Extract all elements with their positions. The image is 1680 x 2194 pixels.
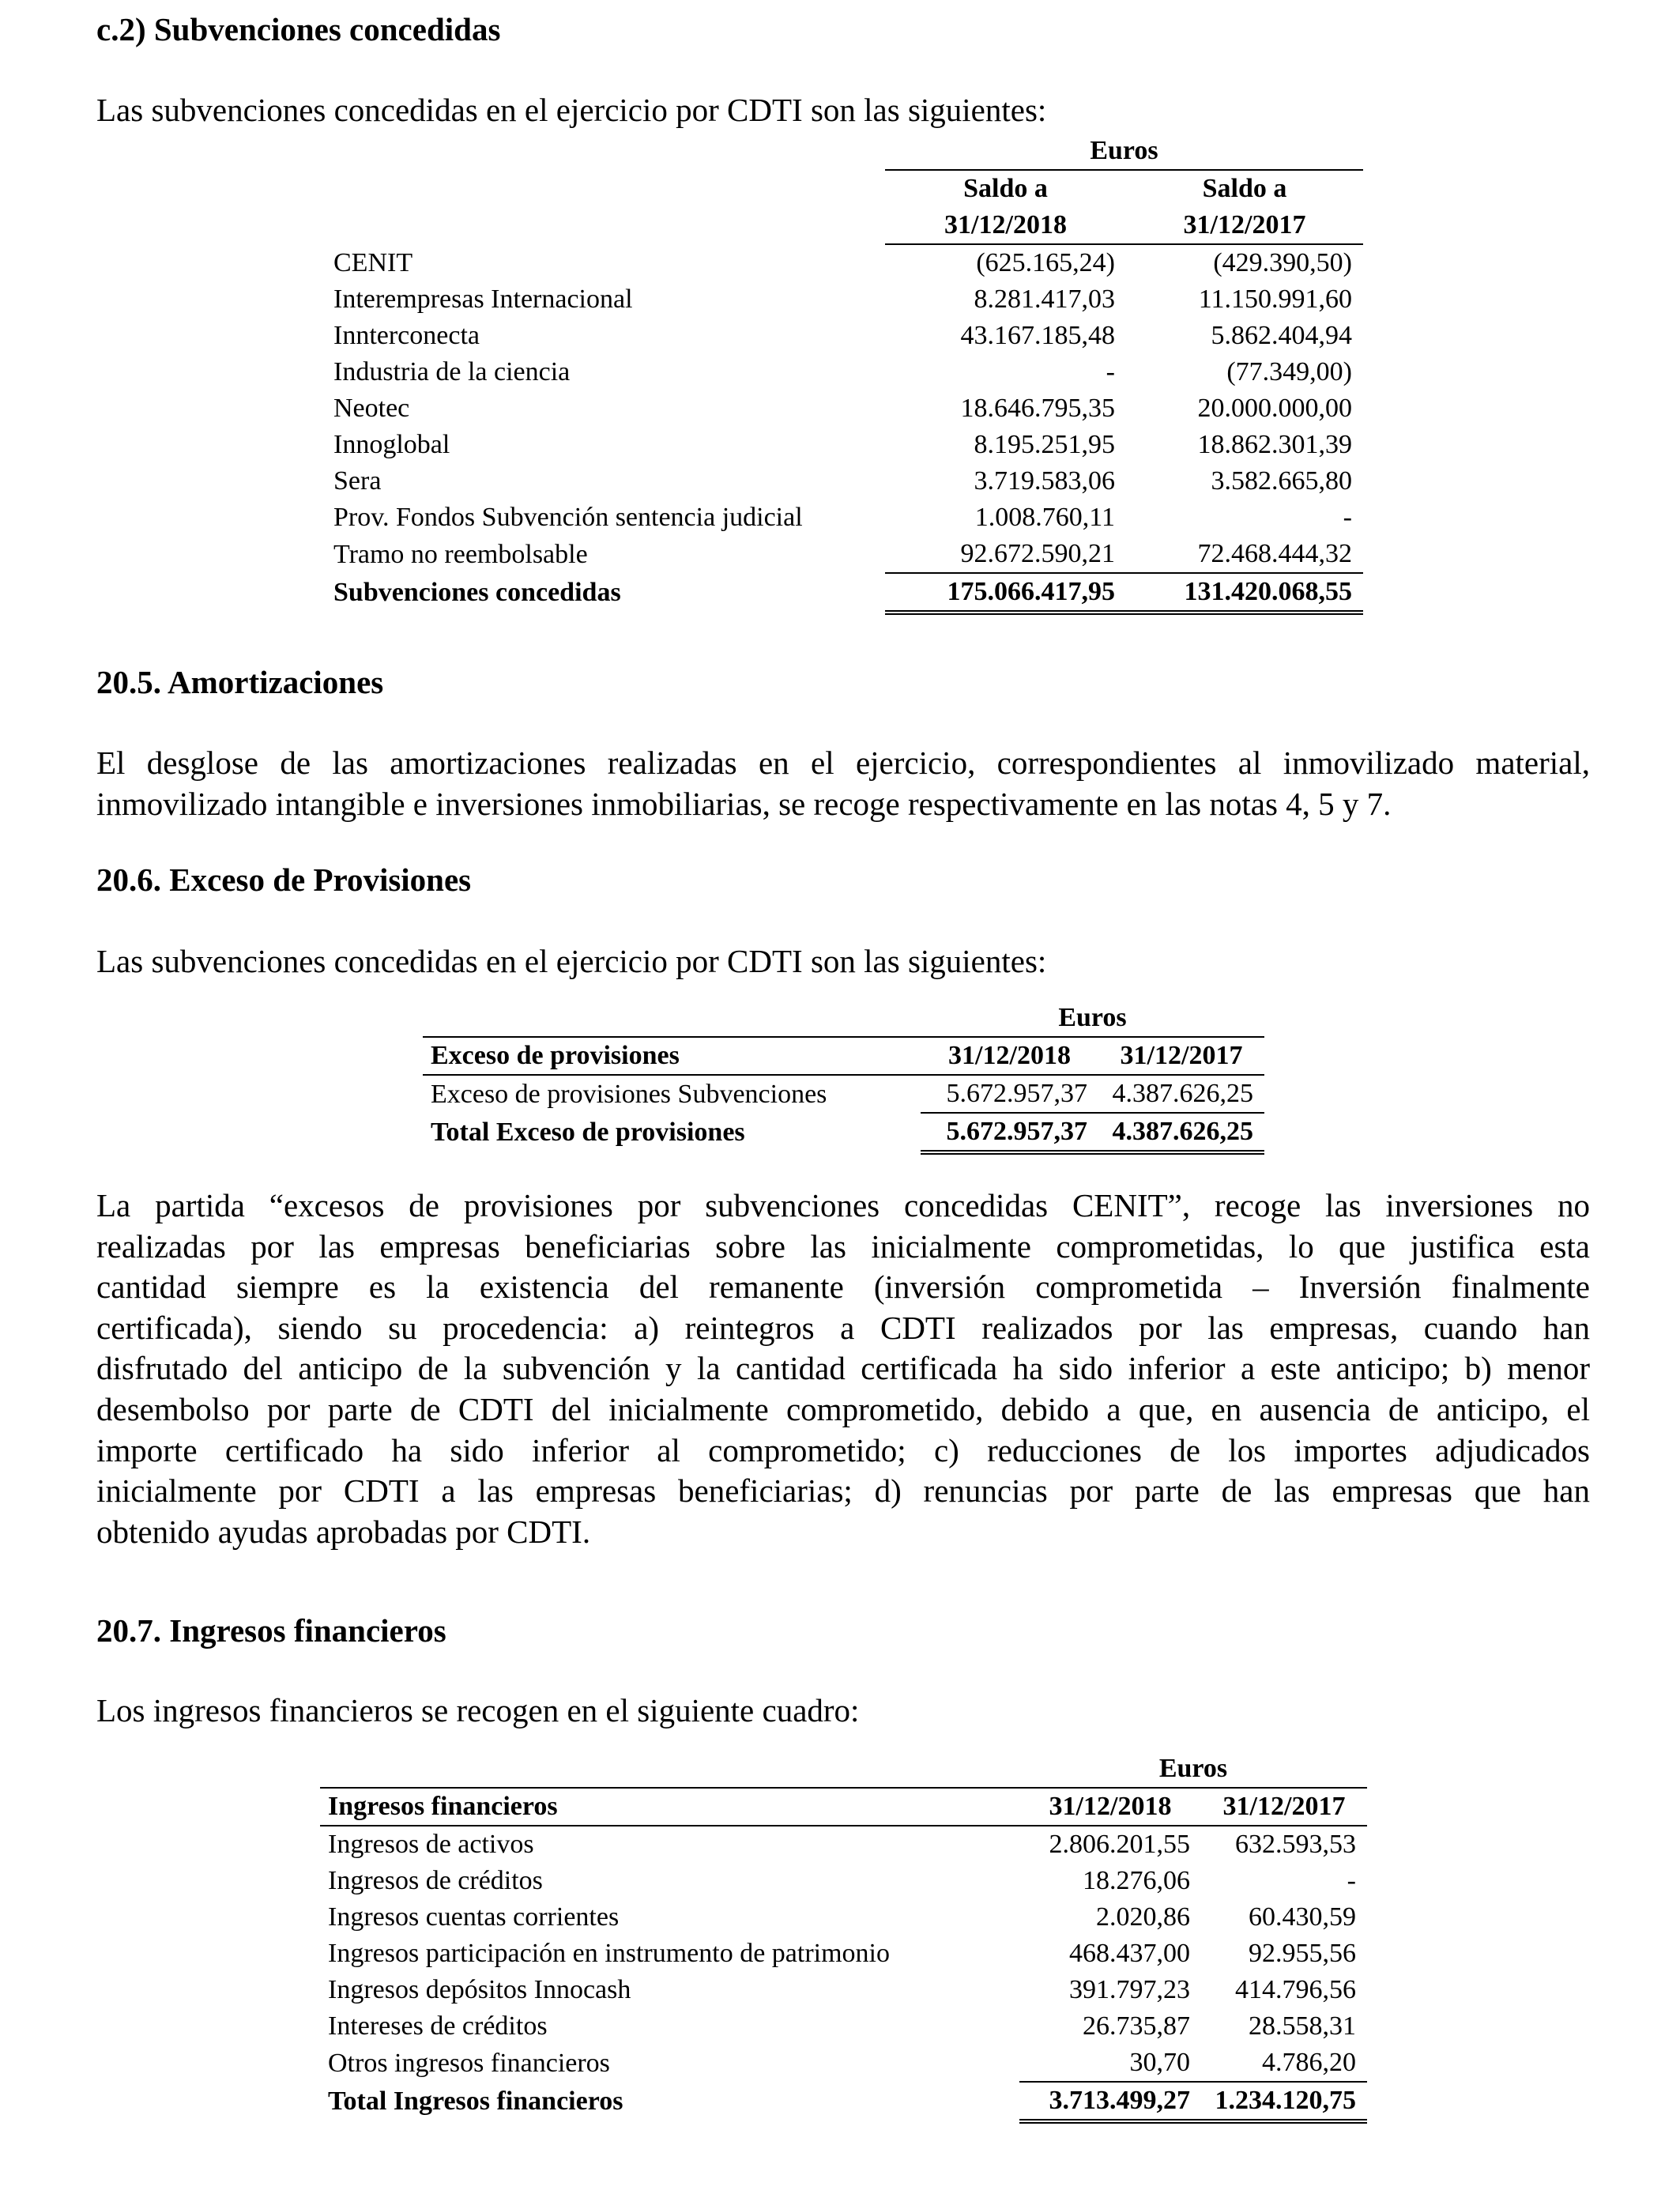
table-body — [320, 1826, 1367, 2082]
value-2018: 8.281.417,03 — [974, 285, 1115, 314]
table-row — [333, 318, 1363, 354]
row-label: Exceso de provisiones Subvenciones — [431, 1079, 827, 1109]
table-row — [320, 2008, 1367, 2045]
col-header-2017: 31/12/2017 — [1098, 1037, 1264, 1075]
value-2017: 60.430,59 — [1249, 1902, 1356, 1932]
value-2017: 3.582.665,80 — [1211, 466, 1352, 496]
table-row — [333, 354, 1363, 390]
value-2017: 92.955,56 — [1249, 1939, 1356, 1968]
table-row — [333, 281, 1363, 318]
row-label: Innterconecta — [333, 321, 480, 350]
total-2018: 3.713.499,27 — [1019, 2082, 1201, 2121]
col-header-2017: 31/12/2017 — [1201, 1788, 1367, 1826]
currency-label: Euros — [1058, 1003, 1127, 1032]
row-label: Ingresos de activos — [328, 1830, 534, 1859]
value-2018: 391.797,23 — [1069, 1975, 1190, 2004]
text-line: certificada), siendo su procedencia: a) reintegros a CDTI realizados por las empresas, cuando han — [96, 1309, 1590, 1346]
row-label: Interempresas Internacional — [333, 285, 633, 314]
value-2017: 414.796,56 — [1235, 1975, 1356, 2004]
value-2018: 3.719.583,06 — [974, 466, 1115, 496]
table-row — [333, 499, 1363, 536]
value-2017: 5.862.404,94 — [1211, 321, 1352, 350]
total-label: Subvenciones concedidas — [333, 578, 621, 607]
total-row — [320, 2082, 1367, 2121]
value-2018: 43.167.185,48 — [960, 321, 1115, 350]
col-header-2018: 31/12/2018 — [921, 1037, 1098, 1075]
table-row — [333, 244, 1363, 281]
total-row — [333, 573, 1363, 613]
table-ingresos-financieros — [320, 1751, 1367, 2124]
row-label: Otros ingresos financieros — [328, 2048, 610, 2078]
value-2018: 18.276,06 — [1083, 1866, 1190, 1895]
row-label: Ingresos participación en instrumento de patrimonio — [328, 1939, 890, 1968]
row-label: Ingresos de créditos — [328, 1866, 543, 1895]
header-label: Exceso de provisiones — [423, 1037, 921, 1075]
paragraph-excesos-cenit — [96, 1186, 1590, 1552]
table-row — [320, 1826, 1367, 1863]
row-label: Prov. Fondos Subvención sentencia judicial — [333, 503, 803, 532]
heading-ingresos-financieros: 20.7. Ingresos financieros — [96, 1612, 446, 1649]
col-header-2017-line2: 31/12/2017 — [1126, 207, 1363, 244]
table-row — [320, 1972, 1367, 2008]
row-label: Ingresos depósitos Innocash — [328, 1975, 631, 2004]
table-row — [320, 2045, 1367, 2082]
value-2018: 2.020,86 — [1096, 1902, 1190, 1932]
total-2018: 5.672.957,37 — [921, 1113, 1098, 1152]
text-line: obtenido ayudas aprobadas por CDTI. — [96, 1513, 591, 1550]
table-body — [423, 1075, 1264, 1113]
currency-label: Euros — [885, 133, 1363, 170]
value-2017: 632.593,53 — [1235, 1830, 1356, 1859]
table-subvenciones-concedidas — [333, 133, 1363, 615]
text-line: inmovilizado intangible e inversiones inmobiliarias, se recoge respectivamente en las notas 4, 5 y 7. — [96, 785, 1392, 822]
table-row — [333, 390, 1363, 427]
value-2018: 468.437,00 — [1069, 1939, 1190, 1968]
table-row — [333, 463, 1363, 499]
table-body — [333, 244, 1363, 573]
text-line: El desglose de las amortizaciones realizadas en el ejercicio, correspondientes al inmovilizado material, — [96, 745, 1590, 781]
value-2017: 4.786,20 — [1262, 2048, 1356, 2077]
total-row — [423, 1113, 1264, 1152]
value-2018: 1.008.760,11 — [974, 503, 1115, 532]
total-2017: 1.234.120,75 — [1201, 2082, 1367, 2121]
value-2017: (429.390,50) — [1213, 248, 1352, 277]
text-line: importe certificado ha sido inferior al comprometido; c) reducciones de los importes adjudicados — [96, 1431, 1590, 1468]
heading-amortizaciones: 20.5. Amortizaciones — [96, 664, 384, 700]
value-2017: 28.558,31 — [1249, 2011, 1356, 2041]
value-2017: 18.862.301,39 — [1197, 430, 1352, 459]
value-2017: (77.349,00) — [1226, 357, 1352, 386]
text-line: inicialmente por CDTI a las empresas beneficiarias; d) renuncias por parte de las empresas que han — [96, 1472, 1590, 1510]
col-header-2017-line1: Saldo a — [1202, 174, 1287, 203]
value-2017: 4.387.626,25 — [1112, 1079, 1253, 1108]
value-2018: (625.165,24) — [976, 248, 1115, 277]
row-label: Tramo no reembolsable — [333, 539, 588, 569]
value-2017: 11.150.991,60 — [1198, 285, 1352, 314]
row-label: CENIT — [333, 247, 413, 277]
header-label: Ingresos financieros — [320, 1788, 1019, 1826]
value-2018: 2.806.201,55 — [1049, 1830, 1190, 1859]
value-2018: 8.195.251,95 — [974, 430, 1115, 459]
text-line: realizadas por las empresas beneficiarias sobre las inicialmente comprometidas, lo que justifica esta — [96, 1227, 1590, 1265]
intro-exceso-provisiones: Las subvenciones concedidas en el ejercicio por CDTI son las siguientes: — [96, 943, 1047, 979]
text-line: disfrutado del anticipo de la subvención y la cantidad certificada ha sido inferior a este anticipo; b) menor — [96, 1350, 1590, 1387]
value-2018: 30,70 — [1129, 2048, 1190, 2077]
row-label: Innoglobal — [333, 430, 450, 459]
intro-subvenciones: Las subvenciones concedidas en el ejercicio por CDTI son las siguientes: — [96, 92, 1047, 128]
value-2018: 26.735,87 — [1083, 2011, 1190, 2041]
paragraph-amortizaciones — [96, 743, 1590, 824]
total-2017: 4.387.626,25 — [1098, 1113, 1264, 1152]
value-2018: 92.672.590,21 — [960, 539, 1115, 568]
row-label: Neotec — [333, 394, 410, 423]
col-header-2018-line2: 31/12/2018 — [885, 207, 1126, 244]
text-line: cantidad siempre es la existencia del remanente (inversión comprometida – Inversión finalmente — [96, 1269, 1590, 1306]
total-2018: 175.066.417,95 — [885, 573, 1126, 613]
value-2017: 20.000.000,00 — [1197, 394, 1352, 423]
text-line: La partida “excesos de provisiones por subvenciones concedidas CENIT”, recoge las inversiones no — [96, 1187, 1590, 1223]
total-label: Total Ingresos financieros — [328, 2087, 623, 2116]
total-label: Total Exceso de provisiones — [431, 1118, 745, 1147]
heading-subvenciones-concedidas: c.2) Subvenciones concedidas — [96, 11, 501, 47]
currency-label: Euros — [1158, 1754, 1228, 1783]
row-label: Industria de la ciencia — [333, 357, 571, 386]
value-2017: - — [1347, 1866, 1356, 1895]
table-exceso-provisiones — [423, 1000, 1264, 1155]
text-line: desembolso por parte de CDTI del inicialmente comprometido, debido a que, en ausencia de anticipo, el — [96, 1390, 1590, 1427]
value-2018: 18.646.795,35 — [960, 394, 1115, 423]
value-2017: - — [1343, 503, 1352, 532]
total-2017: 131.420.068,55 — [1126, 573, 1363, 613]
table-row — [320, 1936, 1367, 1972]
col-header-2018-line1: Saldo a — [963, 174, 1048, 203]
value-2018: 5.672.957,37 — [946, 1079, 1087, 1108]
value-2017: 72.468.444,32 — [1197, 539, 1352, 568]
table-row — [333, 427, 1363, 463]
intro-ingresos-financieros: Los ingresos financieros se recogen en el siguiente cuadro: — [96, 1692, 860, 1728]
value-2018: - — [1106, 357, 1115, 386]
row-label: Ingresos cuentas corrientes — [328, 1902, 620, 1932]
row-label: Sera — [333, 466, 382, 496]
table-row — [320, 1863, 1367, 1899]
table-row — [423, 1075, 1264, 1113]
heading-exceso-provisiones: 20.6. Exceso de Provisiones — [96, 861, 472, 898]
table-row — [333, 536, 1363, 573]
row-label: Intereses de créditos — [328, 2011, 548, 2041]
table-row — [320, 1899, 1367, 1936]
col-header-2018: 31/12/2018 — [1019, 1788, 1201, 1826]
